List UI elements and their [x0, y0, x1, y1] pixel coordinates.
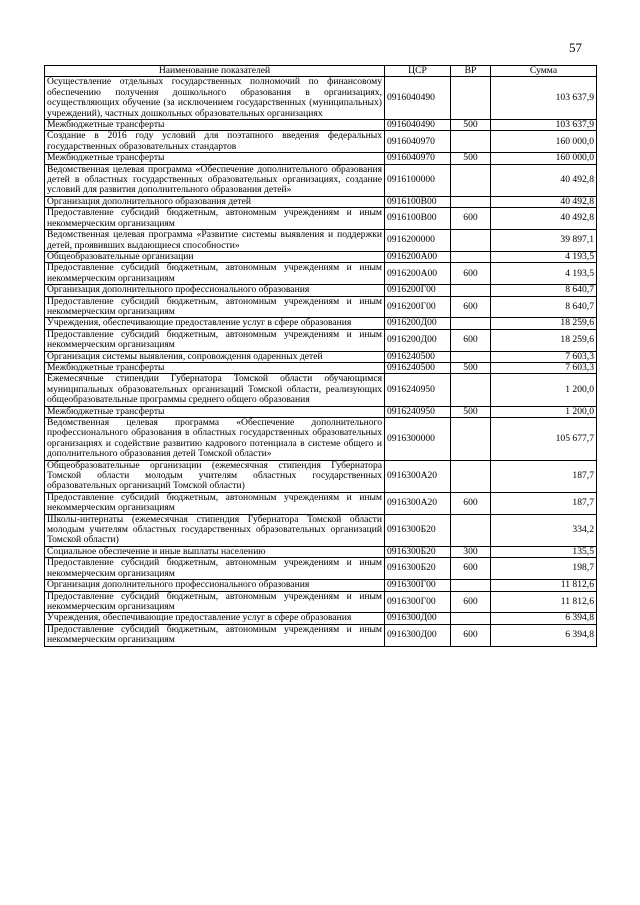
- cell-sum: 1 200,0: [491, 374, 597, 406]
- cell-name: Учреждения, обеспечивающие предоставление услуг в сфере образования: [45, 318, 385, 329]
- cell-vr: 500: [451, 153, 491, 164]
- cell-csr: 0916300А20: [385, 492, 451, 514]
- cell-vr: [451, 351, 491, 362]
- cell-csr: 0916100В00: [385, 196, 451, 207]
- cell-csr: 0916300Б20: [385, 514, 451, 546]
- cell-csr: 0916200А00: [385, 263, 451, 285]
- table-row: [45, 285, 597, 296]
- header-name: Наименование показателей: [45, 66, 385, 77]
- cell-sum: 6 394,8: [491, 624, 597, 646]
- table-row: [45, 263, 597, 285]
- cell-name: Межбюджетные трансферты: [45, 120, 385, 131]
- cell-vr: 500: [451, 362, 491, 373]
- table-row: [45, 406, 597, 417]
- cell-vr: 600: [451, 591, 491, 613]
- cell-csr: 0916040490: [385, 77, 451, 120]
- cell-name: Предоставление субсидий бюджетным, автономным учреждениям и иным некоммерческим организациям: [45, 208, 385, 230]
- cell-name: Межбюджетные трансферты: [45, 406, 385, 417]
- cell-sum: 18 259,6: [491, 318, 597, 329]
- cell-csr: 0916040970: [385, 131, 451, 153]
- cell-csr: 0916100В00: [385, 208, 451, 230]
- cell-name: Межбюджетные трансферты: [45, 362, 385, 373]
- cell-name: Организация дополнительного профессионального образования: [45, 580, 385, 591]
- cell-csr: 0916240500: [385, 351, 451, 362]
- cell-csr: 0916240500: [385, 362, 451, 373]
- cell-sum: 4 193,5: [491, 263, 597, 285]
- header-vr: ВР: [451, 66, 491, 77]
- cell-sum: 8 640,7: [491, 285, 597, 296]
- table-row: [45, 329, 597, 351]
- cell-vr: 600: [451, 492, 491, 514]
- cell-sum: 7 603,3: [491, 362, 597, 373]
- cell-vr: 500: [451, 406, 491, 417]
- cell-sum: 6 394,8: [491, 613, 597, 624]
- cell-vr: 600: [451, 263, 491, 285]
- cell-vr: [451, 196, 491, 207]
- cell-name: Создание в 2016 году условий для поэтапного введения федеральных государственных образовательных стандартов: [45, 131, 385, 153]
- cell-sum: 18 259,6: [491, 329, 597, 351]
- cell-vr: [451, 318, 491, 329]
- cell-vr: [451, 131, 491, 153]
- cell-csr: 0916200Г00: [385, 285, 451, 296]
- cell-csr: 0916300000: [385, 418, 451, 461]
- cell-name: Ведомственная целевая программа «Развитие системы выявления и поддержки детей, проявивших выдающиеся способности»: [45, 230, 385, 252]
- cell-name: Ведомственная целевая программа «Обеспечение дополнительного образования детей в областных государственных образовательных организациях, создание условий для развития дополнительного образования детей»: [45, 164, 385, 196]
- page-number: 57: [569, 40, 582, 55]
- table-row: [45, 514, 597, 546]
- cell-sum: 334,2: [491, 514, 597, 546]
- header-csr: ЦСР: [385, 66, 451, 77]
- table-header-row: [45, 66, 597, 77]
- cell-sum: 4 193,5: [491, 251, 597, 262]
- cell-name: Ежемесячные стипендии Губернатора Томской области обучающимся муниципальных образовательных организаций Томской области, реализующих общеобразовательные программы среднего общего образования: [45, 374, 385, 406]
- cell-name: Предоставление субсидий бюджетным, автономным учреждениям и иным некоммерческим организациям: [45, 329, 385, 351]
- cell-sum: 135,5: [491, 546, 597, 557]
- cell-vr: [451, 77, 491, 120]
- cell-vr: 500: [451, 120, 491, 131]
- table-row: [45, 580, 597, 591]
- cell-sum: 40 492,8: [491, 208, 597, 230]
- cell-csr: 0916200А00: [385, 251, 451, 262]
- cell-vr: 600: [451, 558, 491, 580]
- cell-name: Организация дополнительного профессионального образования: [45, 285, 385, 296]
- cell-sum: 11 812,6: [491, 580, 597, 591]
- table-row: [45, 318, 597, 329]
- table-row: [45, 164, 597, 196]
- table-row: [45, 296, 597, 318]
- cell-csr: 0916300Г00: [385, 591, 451, 613]
- cell-vr: 600: [451, 296, 491, 318]
- cell-vr: 600: [451, 329, 491, 351]
- cell-vr: [451, 613, 491, 624]
- cell-vr: [451, 230, 491, 252]
- cell-csr: 0916200Д00: [385, 318, 451, 329]
- cell-sum: 39 897,1: [491, 230, 597, 252]
- table-row: [45, 77, 597, 120]
- cell-sum: 11 812,6: [491, 591, 597, 613]
- cell-csr: 0916300Б20: [385, 558, 451, 580]
- table-body: [45, 77, 597, 646]
- cell-name: Общеобразовательные организации (ежемесячная стипендия Губернатора Томской области молодым учителям областных государственных образовательных организаций Томской области): [45, 460, 385, 492]
- table-row: [45, 230, 597, 252]
- table-row: [45, 351, 597, 362]
- cell-vr: [451, 580, 491, 591]
- cell-sum: 103 637,9: [491, 120, 597, 131]
- cell-csr: 0916200Д00: [385, 329, 451, 351]
- cell-sum: 160 000,0: [491, 153, 597, 164]
- cell-sum: 7 603,3: [491, 351, 597, 362]
- cell-vr: [451, 164, 491, 196]
- cell-csr: 0916300Г00: [385, 580, 451, 591]
- cell-vr: [451, 374, 491, 406]
- cell-csr: 0916240950: [385, 406, 451, 417]
- table-row: [45, 131, 597, 153]
- table-row: [45, 251, 597, 262]
- cell-sum: 105 677,7: [491, 418, 597, 461]
- cell-name: Социальное обеспечение и иные выплаты населению: [45, 546, 385, 557]
- cell-name: Предоставление субсидий бюджетным, автономным учреждениям и иным некоммерческим организациям: [45, 558, 385, 580]
- cell-name: Осуществление отдельных государственных полномочий по финансовому обеспечению получения дошкольного образования в организациях, осуществляющих обучение (за исключением государственных (муниципальных) учреждений), частных дошкольных образовательных организациях: [45, 77, 385, 120]
- table-row: [45, 558, 597, 580]
- cell-sum: 187,7: [491, 460, 597, 492]
- table-row: [45, 153, 597, 164]
- cell-name: Межбюджетные трансферты: [45, 153, 385, 164]
- cell-name: Общеобразовательные организации: [45, 251, 385, 262]
- cell-vr: [451, 251, 491, 262]
- cell-csr: 0916240950: [385, 374, 451, 406]
- table-row: [45, 120, 597, 131]
- cell-sum: 40 492,8: [491, 164, 597, 196]
- table-row: [45, 374, 597, 406]
- cell-vr: 600: [451, 624, 491, 646]
- cell-name: Предоставление субсидий бюджетным, автономным учреждениям и иным некоммерческим организациям: [45, 624, 385, 646]
- table-row: [45, 624, 597, 646]
- cell-sum: 187,7: [491, 492, 597, 514]
- table-row: [45, 613, 597, 624]
- cell-vr: [451, 514, 491, 546]
- cell-name: Учреждения, обеспечивающие предоставление услуг в сфере образования: [45, 613, 385, 624]
- header-sum: Сумма: [491, 66, 597, 77]
- cell-vr: 600: [451, 208, 491, 230]
- cell-vr: [451, 285, 491, 296]
- cell-vr: [451, 460, 491, 492]
- table-row: [45, 591, 597, 613]
- cell-name: Организация дополнительного образования детей: [45, 196, 385, 207]
- cell-csr: 0916200Г00: [385, 296, 451, 318]
- cell-vr: [451, 418, 491, 461]
- cell-name: Организация системы выявления, сопровождения одаренных детей: [45, 351, 385, 362]
- cell-csr: 0916300Д00: [385, 624, 451, 646]
- cell-name: Ведомственная целевая программа «Обеспечение дополнительного профессионального образования в областных государственных образовательных организациях и содействие развитию кадрового потенциала в системе общего и дополнительного образования детей Томской области»: [45, 418, 385, 461]
- cell-csr: 0916100000: [385, 164, 451, 196]
- table-row: [45, 208, 597, 230]
- table-row: [45, 460, 597, 492]
- cell-name: Школы-интернаты (ежемесячная стипендия Губернатора Томской области молодым учителям областных государственных образовательных организаций Томской области): [45, 514, 385, 546]
- cell-name: Предоставление субсидий бюджетным, автономным учреждениям и иным некоммерческим организациям: [45, 492, 385, 514]
- cell-name: Предоставление субсидий бюджетным, автономным учреждениям и иным некоммерческим организациям: [45, 296, 385, 318]
- cell-sum: 40 492,8: [491, 196, 597, 207]
- cell-sum: 8 640,7: [491, 296, 597, 318]
- cell-name: Предоставление субсидий бюджетным, автономным учреждениям и иным некоммерческим организациям: [45, 591, 385, 613]
- table-row: [45, 196, 597, 207]
- budget-table: [44, 65, 597, 647]
- cell-csr: 0916040970: [385, 153, 451, 164]
- cell-name: Предоставление субсидий бюджетным, автономным учреждениям и иным некоммерческим организациям: [45, 263, 385, 285]
- cell-sum: 1 200,0: [491, 406, 597, 417]
- cell-csr: 0916300А20: [385, 460, 451, 492]
- cell-vr: 300: [451, 546, 491, 557]
- table-row: [45, 546, 597, 557]
- cell-csr: 0916040490: [385, 120, 451, 131]
- table-row: [45, 418, 597, 461]
- cell-csr: 0916300Д00: [385, 613, 451, 624]
- cell-csr: 0916300Б20: [385, 546, 451, 557]
- table-row: [45, 492, 597, 514]
- cell-sum: 160 000,0: [491, 131, 597, 153]
- cell-sum: 198,7: [491, 558, 597, 580]
- cell-csr: 0916200000: [385, 230, 451, 252]
- cell-sum: 103 637,9: [491, 77, 597, 120]
- table-row: [45, 362, 597, 373]
